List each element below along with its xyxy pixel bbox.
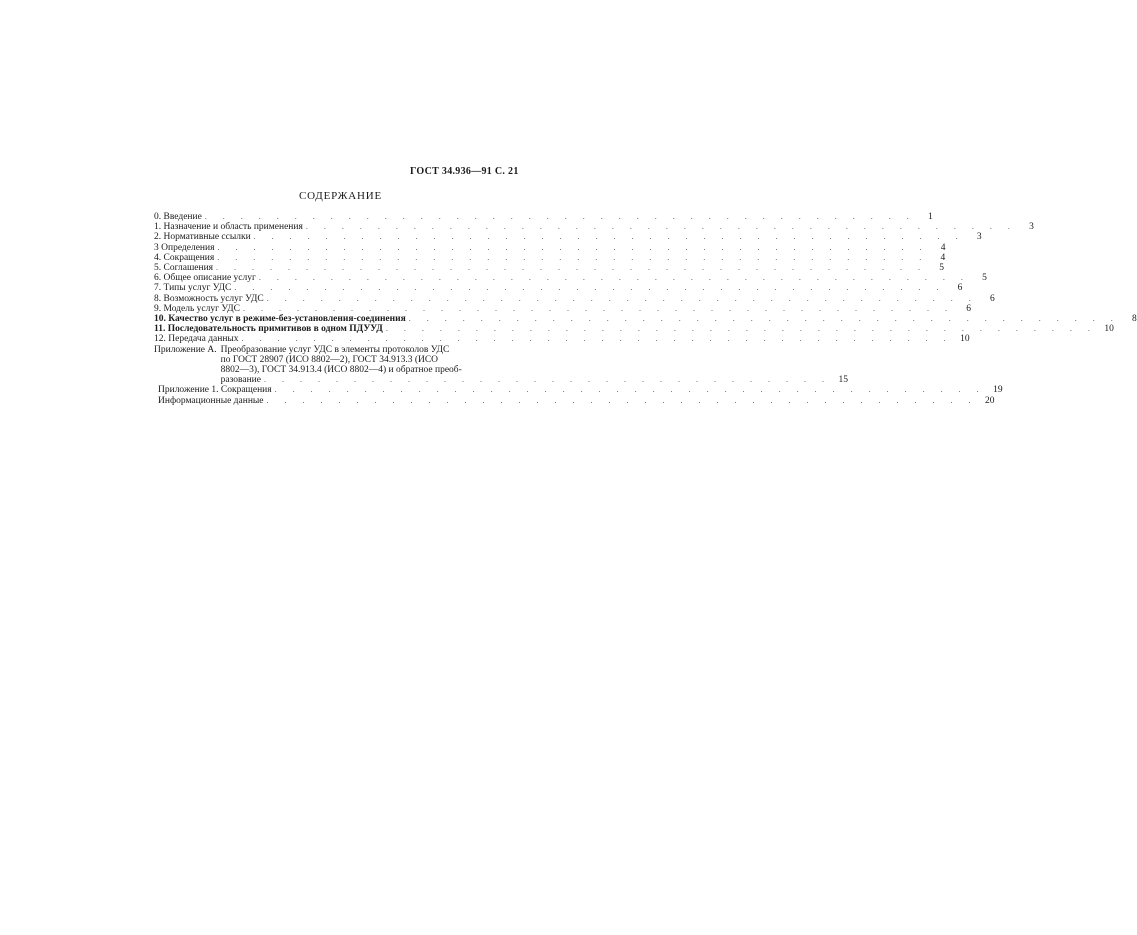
toc-page-number: 10 bbox=[1104, 324, 1114, 335]
toc-entry-appendix-1[interactable] bbox=[154, 385, 1003, 396]
toc-entry-service-types[interactable] bbox=[154, 283, 963, 294]
toc-page-number: 8 bbox=[1132, 314, 1137, 325]
toc-entry-text: Приложение 1. Сокращения bbox=[158, 385, 272, 396]
appendix-label: Приложение А. bbox=[154, 344, 217, 355]
appendix-last-line bbox=[221, 375, 848, 385]
leader-dots bbox=[386, 324, 1097, 334]
toc-page-number: 1 bbox=[928, 212, 933, 222]
toc-entry-text: 12. Передача данных bbox=[154, 334, 239, 345]
leader-dots bbox=[217, 253, 928, 263]
toc-page-number: 5 bbox=[939, 263, 945, 274]
leader-dots bbox=[243, 304, 954, 314]
toc-entry-text: 11. Последовательность примитивов в одном ПДУУД bbox=[154, 324, 383, 335]
leader-dots bbox=[259, 273, 970, 283]
toc-page-number: 3 bbox=[976, 232, 982, 243]
toc-page-number: 15 bbox=[838, 375, 848, 386]
toc-entry-scope[interactable] bbox=[154, 222, 1034, 233]
toc-entry-text: 6. Общее описание услуг bbox=[154, 273, 256, 284]
toc-entry-text: 0. Введение bbox=[154, 212, 202, 222]
page-header: ГОСТ 34.936—91 С. 21 bbox=[410, 166, 519, 177]
toc-entry-text: 5. Соглашения bbox=[154, 263, 214, 274]
leader-dots bbox=[254, 232, 965, 242]
toc-entry-text: 8. Возможность услуг УДС bbox=[154, 293, 264, 304]
toc-page-number: 4 bbox=[940, 242, 946, 253]
toc-entry-conventions[interactable] bbox=[154, 263, 945, 274]
toc-page-number: 19 bbox=[993, 385, 1003, 396]
toc-page-number: 6 bbox=[957, 283, 963, 294]
toc-entry-primitive-sequence[interactable] bbox=[154, 324, 1114, 335]
appendix-line: разование bbox=[220, 375, 261, 386]
toc-page-number: 20 bbox=[985, 395, 995, 406]
toc-page-number: 5 bbox=[982, 273, 987, 284]
leader-dots bbox=[409, 314, 1120, 324]
toc-entry-service-capability[interactable] bbox=[154, 293, 995, 304]
toc-entry-introduction[interactable] bbox=[154, 212, 933, 222]
appendix-line: по ГОСТ 28907 (ИСО 8802—2), ГОСТ 34.913.3 (ИСО bbox=[220, 354, 439, 365]
toc-page-number: 6 bbox=[990, 293, 995, 304]
toc-entry-text: Информационные данные bbox=[158, 395, 264, 406]
toc-entry-text: 1. Назначение и область применения bbox=[154, 222, 303, 233]
toc-entry-text: 2. Нормативные ссылки bbox=[154, 232, 251, 243]
toc-entry-data-transfer[interactable] bbox=[154, 334, 970, 345]
toc-entry-text: 7. Типы услуг УДС bbox=[154, 283, 232, 294]
appendix-line: Преобразование услуг УДС в элементы протоколов УДС bbox=[220, 344, 450, 355]
toc-page-number: 10 bbox=[960, 334, 970, 345]
leader-dots bbox=[216, 263, 927, 273]
leader-dots bbox=[242, 334, 953, 344]
leader-dots bbox=[275, 385, 986, 395]
toc-entry-normative-references[interactable] bbox=[154, 232, 982, 243]
toc-entry-text: 4. Сокращения bbox=[154, 252, 215, 263]
toc-entry-general-description[interactable] bbox=[154, 273, 987, 284]
page-title: СОДЕРЖАНИЕ bbox=[298, 190, 383, 202]
toc-entry-information-data[interactable] bbox=[154, 395, 995, 406]
leader-dots bbox=[306, 222, 1017, 232]
toc-entry-text: 3 Определения bbox=[154, 242, 215, 253]
toc-entry-abbreviations[interactable] bbox=[154, 252, 946, 263]
toc-entry-service-model[interactable] bbox=[154, 303, 971, 314]
leader-dots bbox=[267, 294, 978, 304]
appendix-body bbox=[221, 345, 848, 386]
toc-entry-text: 9. Модель услуг УДС bbox=[154, 303, 240, 314]
leader-dots bbox=[267, 396, 978, 406]
leader-dots bbox=[264, 375, 831, 385]
toc-entry-appendix-a[interactable] bbox=[154, 344, 848, 386]
leader-dots bbox=[217, 243, 928, 253]
toc-entry-quality-of-service[interactable] bbox=[154, 314, 1137, 325]
toc-page-number: 3 bbox=[1029, 222, 1034, 233]
toc-page-number: 4 bbox=[940, 252, 946, 263]
table-of-contents bbox=[154, 212, 1137, 406]
leader-dots bbox=[234, 283, 945, 293]
toc-page-number: 6 bbox=[966, 303, 971, 314]
toc-entry-text: 10. Качество услуг в режиме-без-установления-соединения bbox=[154, 314, 406, 325]
leader-dots bbox=[205, 212, 916, 222]
toc-entry-definitions[interactable] bbox=[154, 242, 946, 253]
appendix-line: 8802—3), ГОСТ 34.913.4 (ИСО 8802—4) и обратное преоб- bbox=[220, 365, 462, 376]
